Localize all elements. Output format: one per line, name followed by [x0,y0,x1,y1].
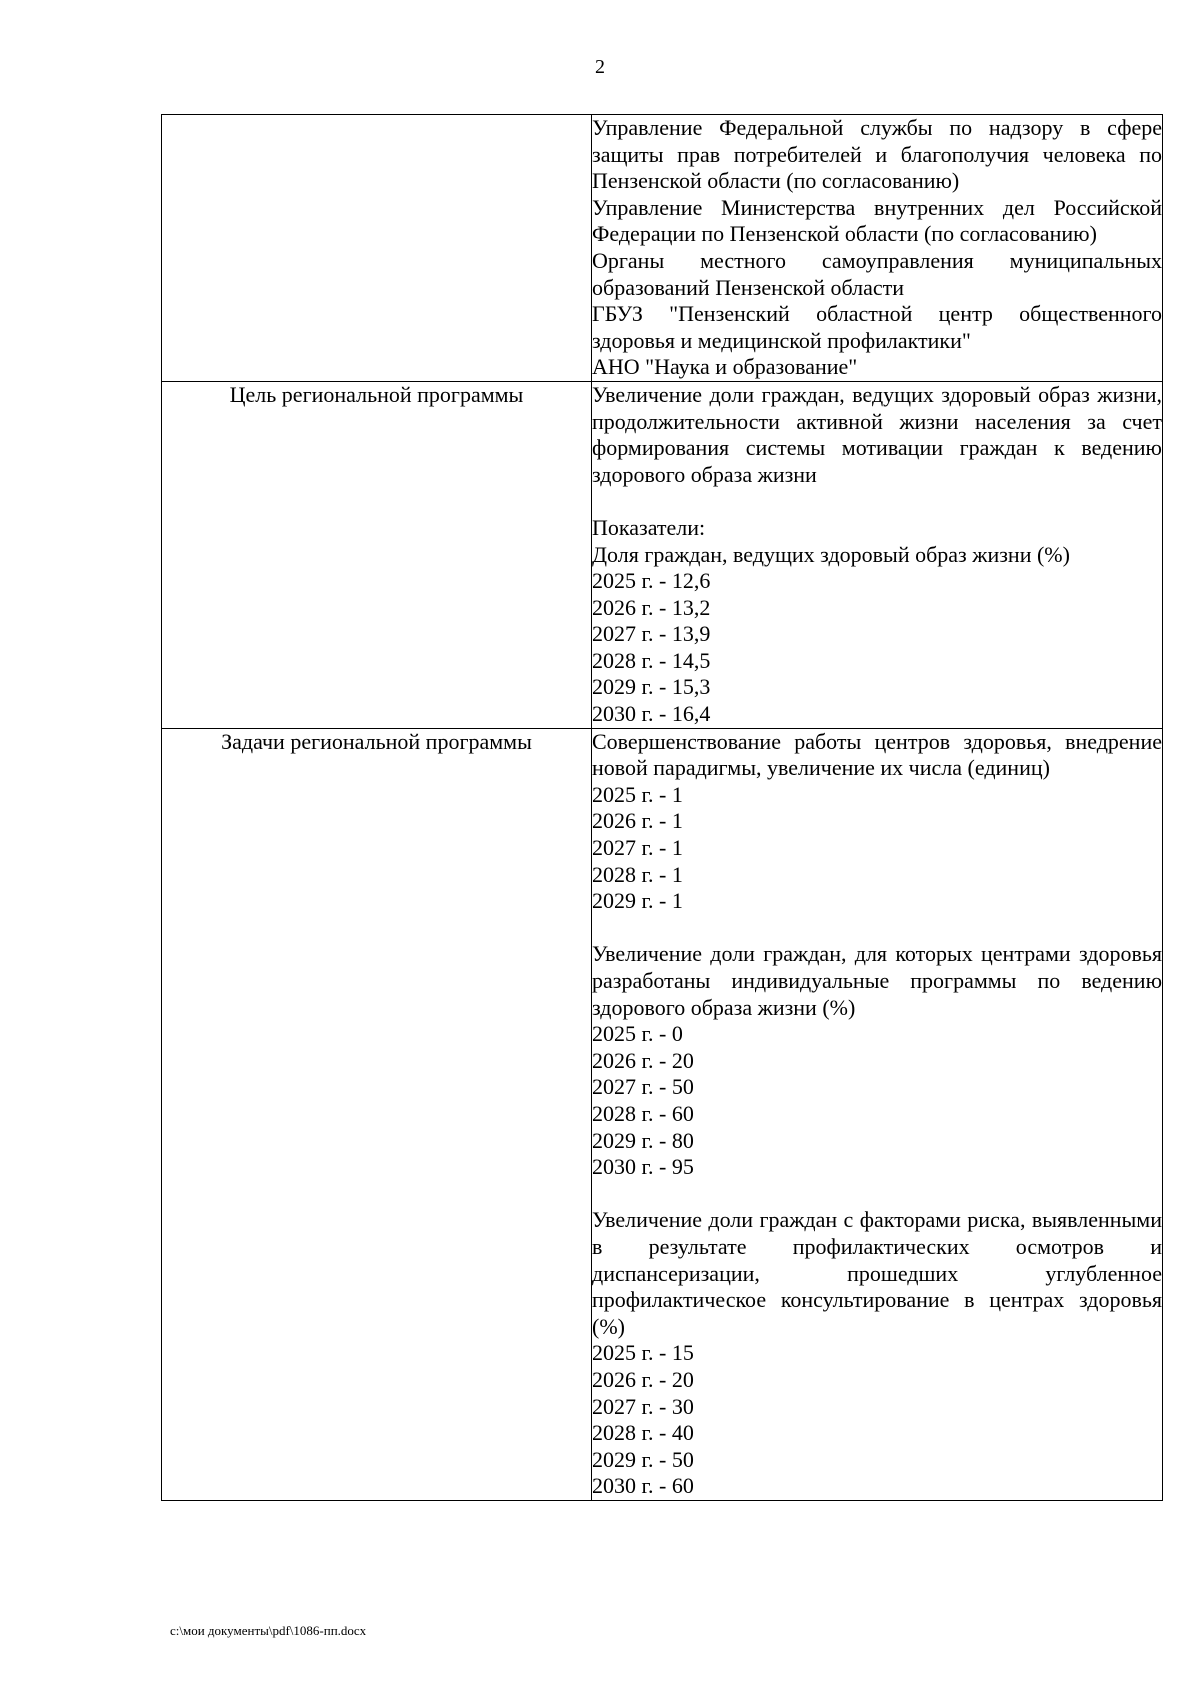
text-line: 2026 г. - 13,2 [592,594,711,620]
table-row [162,728,1163,1500]
text-line: 2027 г. - 30 [592,1393,694,1419]
blank-line [592,915,1162,942]
text-line: Показатели: [592,514,706,540]
text-line: 2029 г. - 15,3 [592,674,711,700]
footer-file-path: c:\мои документы\pdf\1086-пп.docx [170,1623,367,1638]
text-paragraph: Увеличение доли граждан, ведущих здоровый образ жизни, продолжительности активной жизни населения за счет формирования системы мотивации граждан к ведению здорового образа жизни [592,381,1162,487]
row-label: Цель региональной программы [229,381,524,407]
text-line: 2028 г. - 1 [592,861,683,887]
blank-line [592,1181,1162,1208]
row-label-cell [162,728,592,1500]
page-number: 2 [595,56,605,78]
text-line: 2026 г. - 1 [592,808,683,834]
table-body [162,115,1163,1501]
text-line: 2025 г. - 12,6 [592,568,711,594]
text-line: 2029 г. - 1 [592,888,683,914]
text-line: 2027 г. - 50 [592,1074,694,1100]
text-line: 2026 г. - 20 [592,1047,694,1073]
row-label: Задачи региональной программы [221,728,532,754]
blank-line [592,488,1162,515]
text-paragraph: Управление Федеральной службы по надзору в сфере защиты прав потребителей и благополучия человека по Пензенской области (по согласованию) [592,115,1162,194]
text-paragraph: Увеличение доли граждан с факторами риска, выявленными в результате профилактических осмотров и диспансеризации, прошедших углубленное профилактическое консультирование в центрах здоровья (%) [592,1207,1162,1339]
text-line: 2028 г. - 40 [592,1420,694,1446]
text-paragraph: Совершенствование работы центров здоровья, внедрение новой парадигмы, увеличение их числа (единиц) [592,728,1162,781]
row-label-cell [162,381,592,728]
text-line: 2029 г. - 80 [592,1127,694,1153]
row-content-cell [592,381,1163,728]
text-line: 2029 г. - 50 [592,1446,694,1472]
table-row [162,381,1163,728]
table-row [162,115,1163,382]
text-line: 2025 г. - 0 [592,1021,683,1047]
program-passport-table [161,114,1163,1501]
row-content-cell [592,728,1163,1500]
text-paragraph: Управление Министерства внутренних дел Российской Федерации по Пензенской области (по согласованию) [592,194,1162,247]
text-line: 2028 г. - 60 [592,1100,694,1126]
text-line: 2030 г. - 95 [592,1154,694,1180]
text-paragraph: ГБУЗ "Пензенский областной центр общественного здоровья и медицинской профилактики" [592,301,1162,353]
row-content-cell [592,115,1163,382]
text-line: 2030 г. - 60 [592,1473,694,1499]
row-label-cell [162,115,592,382]
text-paragraph: Органы местного самоуправления муниципальных образований Пензенской области [592,247,1162,300]
text-paragraph: Увеличение доли граждан, для которых центрами здоровья разработаны индивидуальные программы по ведению здорового образа жизни (%) [592,941,1162,1020]
text-line: АНО "Наука и образование" [592,354,858,380]
text-line: 2027 г. - 13,9 [592,621,711,647]
text-line: 2027 г. - 1 [592,835,683,861]
text-line: 2030 г. - 16,4 [592,701,711,727]
text-line: 2025 г. - 1 [592,781,683,807]
text-line: Доля граждан, ведущих здоровый образ жизни (%) [592,541,1070,567]
text-line: 2025 г. - 15 [592,1340,694,1366]
text-line: 2028 г. - 14,5 [592,647,711,673]
text-line: 2026 г. - 20 [592,1366,694,1392]
